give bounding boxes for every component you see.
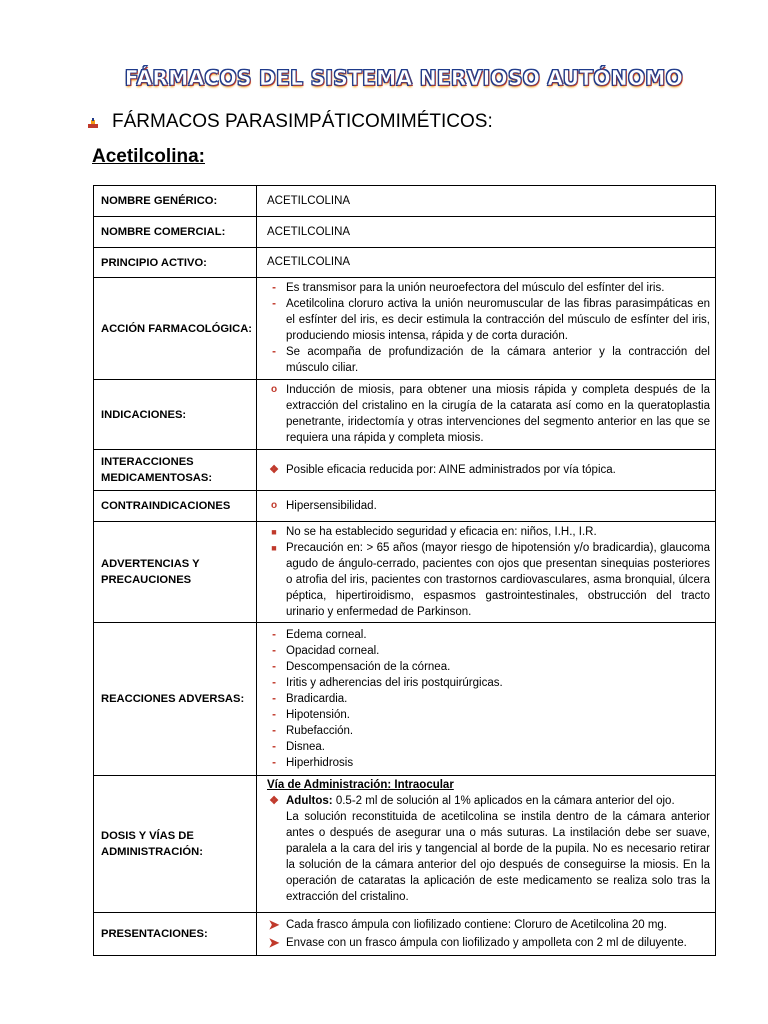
list-item: o Hipersensibilidad. (263, 498, 710, 514)
table-row (94, 248, 716, 278)
row-value (257, 776, 716, 913)
arrow-bullet-icon: ➤ (268, 934, 280, 950)
table-row (94, 186, 716, 217)
table-row (94, 623, 716, 776)
list-item: ➤ Envase con un frasco ámpula con liofilizado y ampolleta con 2 ml de diluyente. (268, 934, 687, 950)
row-label: PRINCIPIO ACTIVO: (94, 248, 257, 278)
list-item: ❖ Adultos: 0.5-2 ml de solución al 1% aplicados en la cámara anterior del ojo. La solución reconstituida de acetilcolina se instila dentro de la cámara anterior antes o después de asegurar una o más suturas. La instilación debe ser suave, paralela a la cara del iris y tangencial al borde de la pupila. No es necesario retirar la solución de la cámara anterior del ojo después de conseguirse la miosis. En la operación de cataratas la aplicación de este medicamento se realiza solo tras la extracción del cristalino. (263, 793, 710, 905)
list-item: - Rubefacción. (263, 723, 710, 739)
dash-bullet-icon: - (272, 628, 276, 641)
table-row (94, 380, 716, 450)
dash-bullet-icon: - (272, 740, 276, 753)
dosage-detail: La solución reconstituida de acetilcolina se instila dentro de la cámara anterior antes o después de asegurar una o más suturas. La instilación debe ser suave, paralela a la cara del iris y tangencial al borde de la pupila. No es necesario retirar la solución de la cámara anterior del ojo después de conseguirse la miosis. En la operación de cataratas la aplicación de este medicamento se realiza solo tras la extracción del cristalino. (286, 811, 710, 903)
row-value (257, 278, 716, 380)
row-value (257, 450, 716, 491)
row-value (257, 623, 716, 776)
list-item: ■ Precaución en: > 65 años (mayor riesgo de hipotensión y/o bradicardia), glaucoma agudo de ángulo-cerrado, pacientes con ojos que presentan sinequias posteriores o atrofia del iris, pacientes con trastornos cardiovasculares, asma bronquial, úlcera péptica, hipertiroidismo, espasmos gastrointestinales, obstrucción del tracto urinario y enfermedad de Parkinson. (263, 540, 710, 620)
row-value: ACETILCOLINA (257, 248, 716, 278)
drug-name-heading: Acetilcolina: (92, 146, 205, 167)
dash-bullet-icon: - (272, 346, 276, 358)
diamond-bullet-icon: ❖ (269, 463, 279, 476)
list-item: ■ No se ha establecido seguridad y eficacia en: niños, I.H., I.R. (263, 524, 710, 540)
list-item: - Edema corneal. (263, 627, 710, 643)
drug-info-table (93, 185, 716, 956)
dash-bullet-icon: - (272, 724, 276, 737)
row-value (257, 380, 716, 450)
dash-bullet-icon: - (272, 298, 276, 310)
row-value (257, 491, 716, 522)
list-item: - Iritis y adherencias del iris postquirúrgicas. (263, 675, 710, 691)
document-title: FÁRMACOS DEL SISTEMA NERVIOSO AUTÓNOMO (124, 66, 684, 90)
dash-bullet-icon: - (272, 644, 276, 657)
row-value (257, 913, 716, 956)
table-row (94, 491, 716, 522)
dash-bullet-icon: - (272, 692, 276, 705)
list-item: - Disnea. (263, 739, 710, 755)
row-label: ADVERTENCIAS Y PRECAUCIONES (94, 522, 257, 623)
dash-bullet-icon: - (272, 660, 276, 673)
circle-bullet-icon: o (270, 384, 278, 395)
row-label: REACCIONES ADVERSAS: (94, 623, 257, 776)
list-item: ➤ Cada frasco ámpula con liofilizado contiene: Cloruro de Acetilcolina 20 mg. (268, 916, 667, 932)
route-heading: Vía de Administración: Intraocular (267, 779, 454, 791)
list-item: o Inducción de miosis, para obtener una miosis rápida y completa después de la extracción del cristalino en la cirugía de la catarata así como en la queratoplastia penetrante, iridectomía y otras intervenciones del segmento anterior en las que se requiera una rápida y completa miosis. (263, 382, 710, 446)
list-item: - Descompensación de la córnea. (263, 659, 710, 675)
row-label: NOMBRE COMERCIAL: (94, 217, 257, 248)
table-row (94, 217, 716, 248)
list-item: - Acetilcolina cloruro activa la unión neuromuscular de las fibras parasimpáticas en el esfínter del iris, es decir estimula la contracción del músculo de esfínter del iris, produciendo miosis intensa, rápida y de corta duración. (263, 296, 710, 344)
section-heading (88, 111, 493, 133)
list-item: - Hipotensión. (263, 707, 710, 723)
row-label: DOSIS Y VÍAS DE ADMINISTRACIÓN: (94, 776, 257, 913)
list-item: ❖ Posible eficacia reducida por: AINE administrados por vía tópica. (263, 462, 710, 478)
dash-bullet-icon: - (272, 708, 276, 721)
dash-bullet-icon: - (272, 756, 276, 769)
list-item: - Bradicardia. (263, 691, 710, 707)
row-value: ACETILCOLINA (257, 217, 716, 248)
row-label: ACCIÓN FARMACOLÓGICA: (94, 278, 257, 380)
square-bullet-icon: ■ (271, 542, 277, 553)
table-row (94, 913, 716, 956)
row-value: ACETILCOLINA (257, 186, 716, 217)
square-bullet-icon: ■ (271, 526, 277, 537)
row-label: PRESENTACIONES: (94, 913, 257, 956)
bullet-icon (88, 118, 98, 128)
circle-bullet-icon: o (270, 499, 278, 511)
dash-bullet-icon: - (272, 282, 276, 294)
row-value (257, 522, 716, 623)
table-row (94, 278, 716, 380)
table-row (94, 522, 716, 623)
list-item: - Opacidad corneal. (263, 643, 710, 659)
row-label: INDICACIONES: (94, 380, 257, 450)
section-title: FÁRMACOS PARASIMPÁTICOMIMÉTICOS: (112, 111, 493, 132)
dash-bullet-icon: - (272, 676, 276, 689)
row-label: INTERACCIONES MEDICAMENTOSAS: (94, 450, 257, 491)
row-label: CONTRAINDICACIONES (94, 491, 257, 522)
list-item: - Hiperhidrosis (263, 755, 710, 771)
diamond-bullet-icon: ❖ (269, 795, 279, 807)
list-item: - Es transmisor para la unión neuroefectora del músculo del esfínter del iris. (263, 280, 710, 296)
row-label: NOMBRE GENÉRICO: (94, 186, 257, 217)
table-row (94, 450, 716, 491)
arrow-bullet-icon: ➤ (268, 916, 280, 932)
table-row (94, 776, 716, 913)
list-item: - Se acompaña de profundización de la cámara anterior y la contracción del músculo ciliar. (263, 344, 710, 376)
